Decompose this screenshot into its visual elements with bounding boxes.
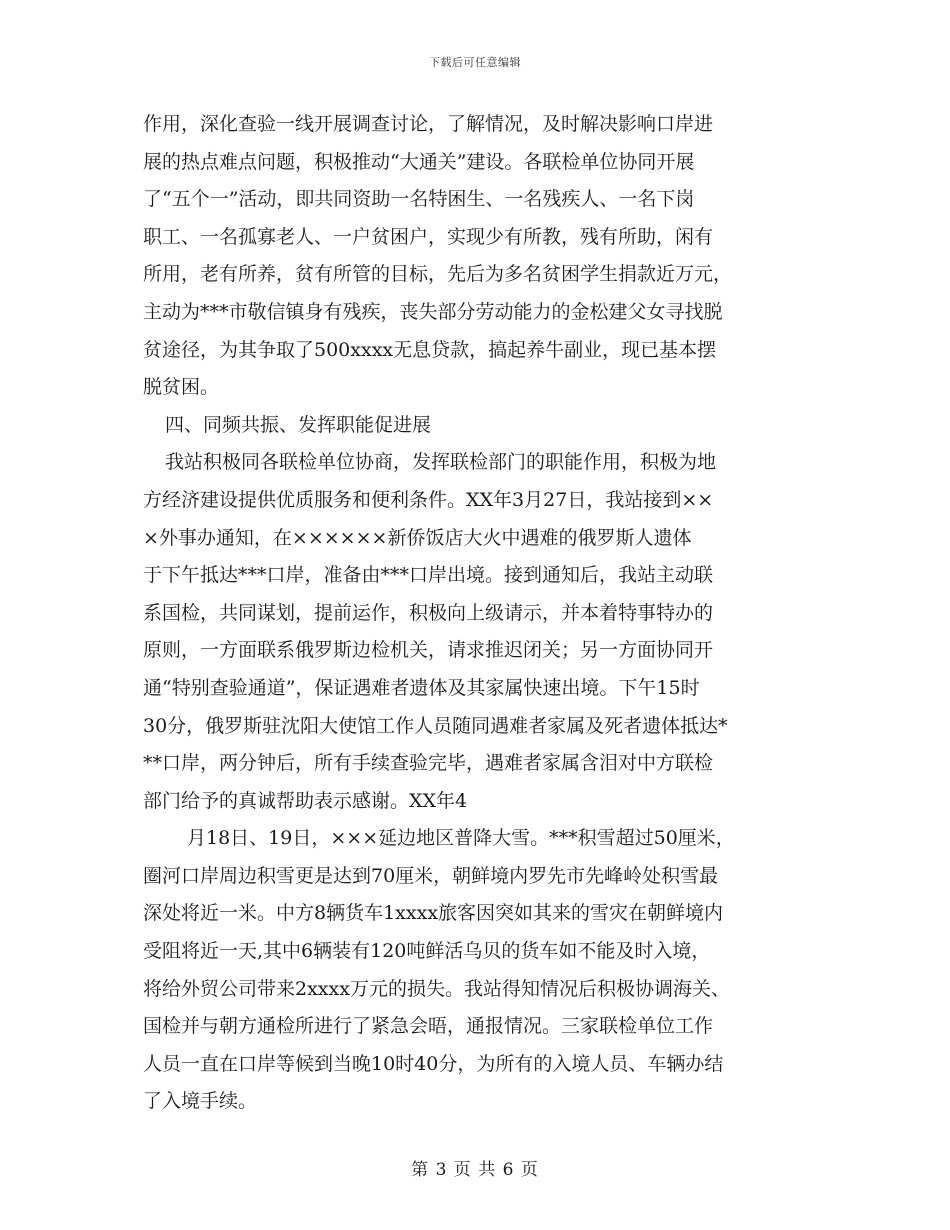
text-line: 将给外贸公司带来2xxxx万元的损失。我站得知情况后积极协调海关、	[143, 977, 730, 1000]
text-line: ×外事办通知，在××××××新侨饭店大火中遇难的俄罗斯人遗体	[143, 526, 692, 549]
page-header: 下载后可任意编辑	[429, 56, 521, 69]
text-line: 部门给予的真诚帮助表示感谢。XX年4	[143, 789, 468, 812]
page-number-footer: 第 3 页 共 6 页	[411, 1160, 539, 1180]
document-body	[143, 106, 811, 1121]
text-line: 通“特别查验通道”，保证遇难者遗体及其家属快速出境。下午15时	[143, 676, 700, 699]
text-line: 深处将近一米。中方8辆货车1xxxx旅客因突如其来的雪灾在朝鲜境内	[143, 902, 724, 925]
text-line: 国检并与朝方通检所进行了紧急会晤，通报情况。三家联检单位工作	[143, 1015, 714, 1038]
text-line: 于下午抵达***口岸，准备由***口岸出境。接到通知后，我站主动联	[143, 564, 714, 587]
section-heading: 四、同频共振、发挥职能促进展	[165, 413, 432, 436]
text-line: 了“五个一”活动，即共同资助一名特困生、一名残疾人、一名下岗	[143, 188, 695, 211]
text-line: 原则，一方面联系俄罗斯边检机关，请求推迟闭关；另一方面协同开	[143, 639, 714, 662]
text-line: 主动为***市敬信镇身有残疾，丧失部分劳动能力的金松建父女寻找脱	[143, 300, 723, 323]
text-line: **口岸，两分钟后，所有手续查验完毕，遇难者家属含泪对中方联检	[143, 752, 714, 775]
text-line: 圈河口岸周边积雪更是达到70厘米，朝鲜境内罗先市先峰岭处积雪最	[143, 864, 719, 887]
text-line: 职工、一名孤寡老人、一户贫困户，实现少有所教，残有所助，闲有	[143, 225, 714, 248]
text-line: 方经济建设提供优质服务和便利条件。XX年3月27日，我站接到××	[143, 488, 714, 511]
text-line: 作用，深化查验一线开展调查讨论，了解情况，及时解决影响口岸进	[143, 113, 714, 135]
text-line: 我站积极同各联检单位协商，发挥联检部门的职能作用，积极为地	[165, 451, 717, 474]
text-line: 所用，老有所养，贫有所管的目标，先后为多名贫困学生捐款近万元，	[143, 263, 733, 286]
text-line: 月18日、19日，×××延边地区普降大雪。***积雪超过50厘米，	[187, 827, 735, 850]
text-line: 受阻将近一天,其中6辆装有120吨鲜活乌贝的货车如不能及时入境，	[143, 940, 711, 963]
text-line: 贫途径，为其争取了500xxxx无息贷款，搞起养牛副业，现已基本摆	[143, 338, 717, 361]
text-line: 系国检，共同谋划，提前运作，积极向上级请示，并本着特事特办的	[143, 601, 714, 624]
text-line: 了入境手续。	[143, 1090, 258, 1113]
text-line: 30分，俄罗斯驻沈阳大使馆工作人员随同遇难者家属及死者遗体抵达*	[143, 714, 728, 737]
text-line: 展的热点难点问题，积极推动“大通关”建设。各联检单位协同开展	[143, 150, 695, 173]
text-line: 人员一直在口岸等候到当晚10时40分，为所有的入境人员、车辆办结	[143, 1052, 724, 1075]
text-line: 脱贫困。	[143, 376, 220, 399]
